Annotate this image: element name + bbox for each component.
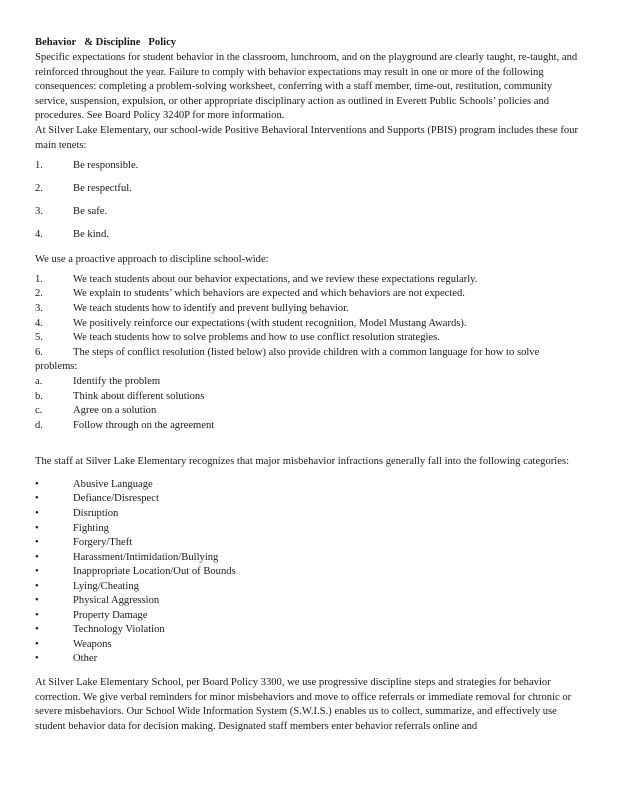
item-letter: d. bbox=[35, 419, 43, 431]
bullet-icon: • bbox=[35, 580, 39, 592]
list-item bbox=[35, 419, 583, 434]
item-text: Property Damage bbox=[73, 609, 148, 621]
item-text: Forgery/Theft bbox=[73, 537, 133, 549]
item-text: We explain to students’ which behaviors are expected and which behaviors are not expected. bbox=[73, 288, 465, 300]
title-part-behavior: Behavior bbox=[35, 37, 77, 48]
item-number: 4. bbox=[35, 229, 43, 241]
conflict-steps-list bbox=[35, 375, 583, 433]
list-item bbox=[35, 182, 583, 205]
list-item bbox=[35, 273, 583, 288]
item-text: We teach students how to solve problems and how to use conflict resolution strategies. bbox=[73, 332, 440, 344]
list-item bbox=[35, 623, 583, 638]
document-page bbox=[35, 36, 583, 734]
list-item bbox=[35, 565, 583, 580]
item-text: Be safe. bbox=[73, 206, 108, 218]
list-item bbox=[35, 331, 583, 346]
bullet-icon: • bbox=[35, 537, 39, 549]
item-number: 3. bbox=[35, 206, 43, 218]
item-text: Lying/Cheating bbox=[73, 580, 139, 592]
item-text: Be respectful. bbox=[73, 183, 132, 195]
list-item bbox=[35, 228, 583, 251]
list-item bbox=[35, 375, 583, 390]
item-number: 2. bbox=[35, 288, 43, 300]
item-text: Fighting bbox=[73, 522, 109, 534]
item-text: We teach students how to identify and prevent bullying behavior. bbox=[73, 302, 349, 314]
item-number: 3. bbox=[35, 302, 43, 314]
item-text: Think about different solutions bbox=[73, 390, 205, 402]
item-text: Physical Aggression bbox=[73, 595, 160, 607]
proactive-intro: We use a proactive approach to discipline school-wide: bbox=[35, 254, 269, 266]
list-item bbox=[35, 594, 583, 609]
list-item bbox=[35, 404, 583, 419]
item-text: Harassment/Intimidation/Bullying bbox=[73, 551, 219, 563]
item-text: Technology Violation bbox=[73, 624, 165, 636]
closing-paragraph: At Silver Lake Elementary School, per Board Policy 3300, we use progressive discipline steps and strategies for behavior correction. We give verbal reminders for minor misbehaviors and move to office referrals or immediate removal for chronic or severe misbehaviors. Our School Wide Information System (S.W.I.S.) enables us to collect, summarize, and effectively use student behavior data for decision making. Designated staff members enter behavior referrals online and bbox=[35, 676, 572, 732]
bullet-icon: • bbox=[35, 653, 39, 665]
list-item bbox=[35, 159, 583, 182]
item-text: We positively reinforce our expectations (with student recognition, Model Mustang Awards). bbox=[73, 317, 467, 329]
item-text: Agree on a solution bbox=[73, 405, 157, 417]
item-text: Weapons bbox=[73, 638, 112, 650]
page-title bbox=[35, 36, 583, 50]
item-number: 5. bbox=[35, 332, 43, 344]
item-number: 1. bbox=[35, 160, 43, 172]
item-text: Other bbox=[73, 653, 98, 665]
item-number: 2. bbox=[35, 183, 43, 195]
list-item bbox=[35, 652, 583, 667]
categories-list bbox=[35, 478, 583, 667]
bullet-icon: • bbox=[35, 507, 39, 519]
item-text: Abusive Language bbox=[73, 478, 153, 490]
item-text: Defiance/Disrespect bbox=[73, 493, 159, 505]
item-letter: c. bbox=[35, 405, 43, 417]
list-item bbox=[35, 317, 583, 332]
item-text: Disruption bbox=[73, 507, 119, 519]
list-item bbox=[35, 205, 583, 228]
item-text: Be kind. bbox=[73, 229, 109, 241]
list-item bbox=[35, 536, 583, 551]
list-item bbox=[35, 478, 583, 493]
staff-paragraph: The staff at Silver Lake Elementary recognizes that major misbehavior infractions generally fall into the following categories: bbox=[35, 456, 570, 468]
list-item bbox=[35, 287, 583, 302]
bullet-icon: • bbox=[35, 478, 39, 490]
list-item bbox=[35, 390, 583, 405]
list-item bbox=[35, 346, 583, 375]
list-item bbox=[35, 638, 583, 653]
bullet-icon: • bbox=[35, 595, 39, 607]
bullet-icon: • bbox=[35, 609, 39, 621]
title-part-discipline: & Discipline bbox=[84, 37, 141, 48]
list-item bbox=[35, 522, 583, 537]
list-item bbox=[35, 609, 583, 624]
pbis-paragraph: At Silver Lake Elementary, our school-wide Positive Behavioral Interventions and Supports (PBIS) program includes these four main tenets: bbox=[35, 124, 579, 151]
tenets-list bbox=[35, 159, 583, 251]
item-number: 4. bbox=[35, 317, 43, 329]
list-item bbox=[35, 492, 583, 507]
item-text: Inappropriate Location/Out of Bounds bbox=[73, 566, 236, 578]
item-letter: b. bbox=[35, 390, 43, 402]
item-text: The steps of conflict resolution (listed below) also provide children with a common language for how to solve bbox=[73, 346, 540, 358]
item-text: We teach students about our behavior expectations, and we review these expectations regularly. bbox=[73, 273, 478, 285]
item-number: 6. bbox=[35, 346, 43, 358]
bullet-icon: • bbox=[35, 493, 39, 505]
item-text-continuation: problems: bbox=[35, 361, 78, 373]
list-item bbox=[35, 302, 583, 317]
list-item bbox=[35, 551, 583, 566]
bullet-icon: • bbox=[35, 566, 39, 578]
title-part-policy: Policy bbox=[148, 37, 177, 48]
bullet-icon: • bbox=[35, 522, 39, 534]
item-text: Follow through on the agreement bbox=[73, 419, 215, 431]
bullet-icon: • bbox=[35, 638, 39, 650]
intro-paragraph: Specific expectations for student behavior in the classroom, lunchroom, and on the playground are clearly taught, re-taught, and reinforced throughout the year. Failure to comply with behavior expectations may result in one or more of the following consequences: completing a problem-solving worksheet, conferring with a staff member, time-out, restitution, community service, suspension, expulsion, or other appropriate disciplinary action as outlined in Everett Public Schools’ policies and procedures. See Board Policy 3240P for more information. bbox=[35, 52, 578, 122]
item-number: 1. bbox=[35, 273, 43, 285]
item-letter: a. bbox=[35, 375, 43, 387]
list-item bbox=[35, 580, 583, 595]
bullet-icon: • bbox=[35, 624, 39, 636]
bullet-icon: • bbox=[35, 551, 39, 563]
item-text: Be responsible. bbox=[73, 160, 139, 172]
proactive-list bbox=[35, 273, 583, 375]
item-text: Identify the problem bbox=[73, 375, 161, 387]
list-item bbox=[35, 507, 583, 522]
